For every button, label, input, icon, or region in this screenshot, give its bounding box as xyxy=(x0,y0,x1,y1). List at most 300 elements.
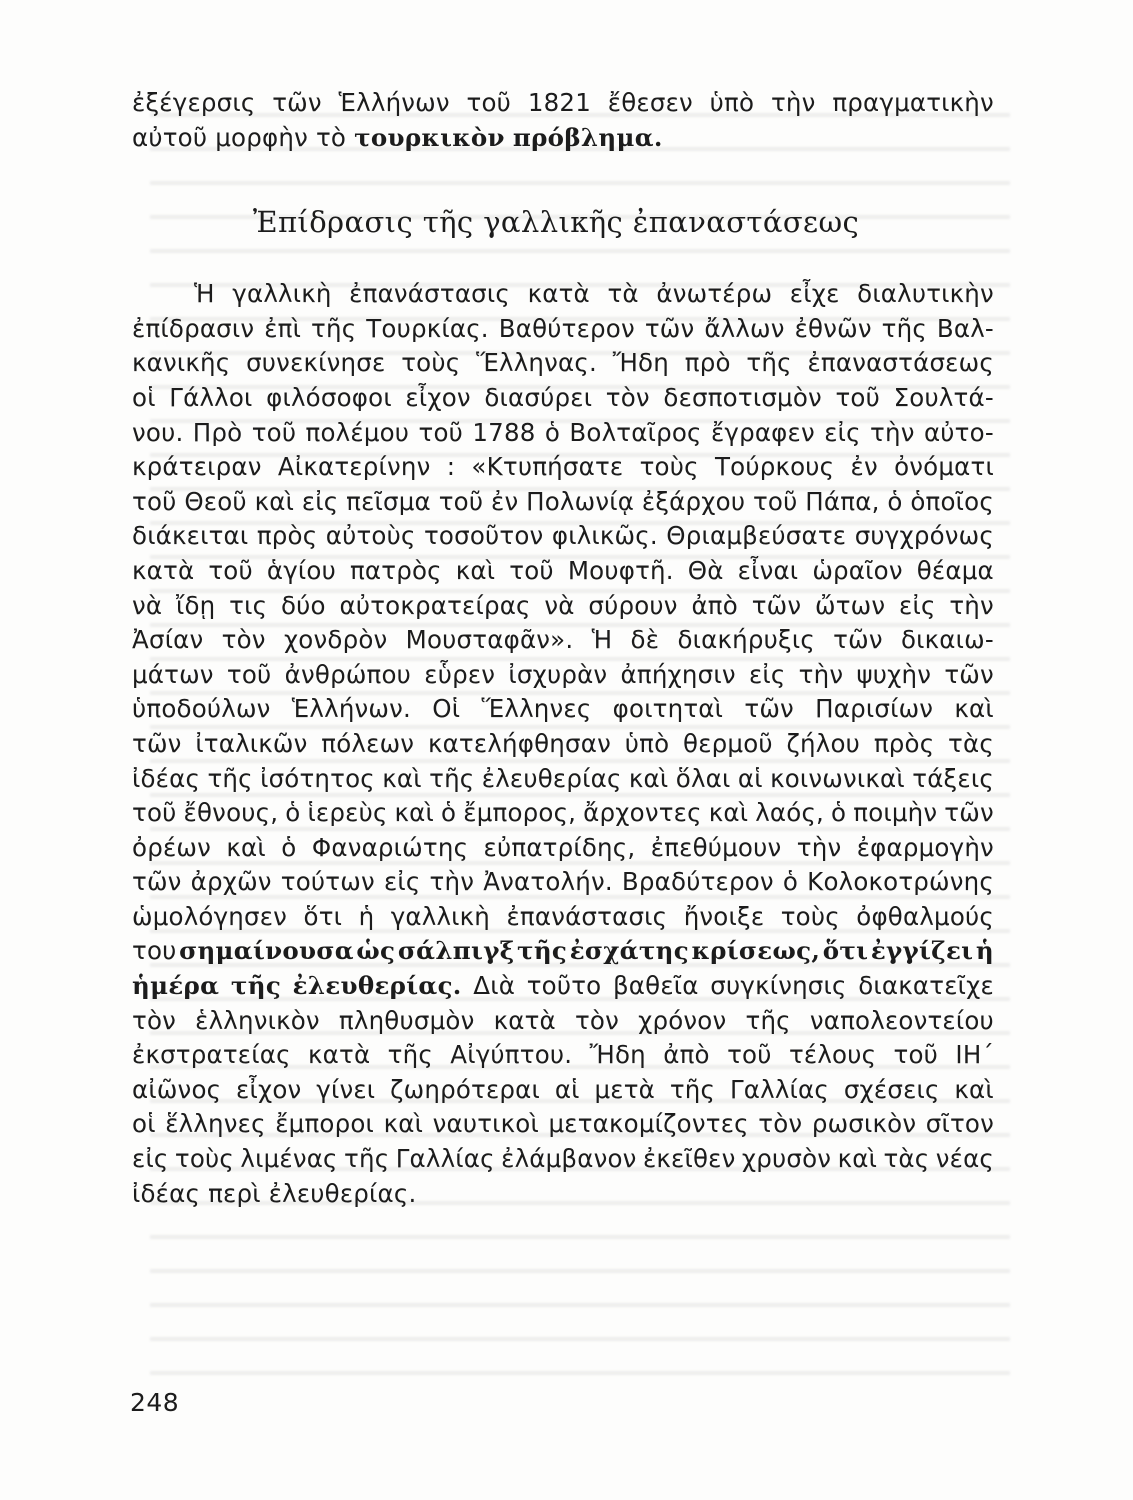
word: ναυτικοὶ xyxy=(432,1109,539,1139)
word: μάτων xyxy=(132,659,214,689)
word: νέας xyxy=(935,1144,994,1174)
bold-word: ἐσχάτης xyxy=(569,936,689,966)
word: τοῦ xyxy=(509,555,554,585)
text-line xyxy=(132,589,994,624)
word: ἐπανάστασις xyxy=(506,901,668,931)
word: σχέσεις xyxy=(843,1074,940,1104)
word: καὶ xyxy=(382,763,422,793)
word: τῆς xyxy=(344,1144,390,1174)
word: Φαναριώτης xyxy=(311,832,469,862)
word: αὐτοὺς xyxy=(325,521,416,551)
word: ἱερεὺς xyxy=(307,798,388,828)
word: κατὰ xyxy=(308,1040,371,1070)
word: διασύρει xyxy=(484,382,593,412)
page-number: 248 xyxy=(130,1388,180,1417)
word: τῶν xyxy=(944,798,994,828)
word: Ἤδη xyxy=(589,1040,646,1070)
word: «Κτυπήσατε xyxy=(471,452,624,482)
word: ἀπὸ xyxy=(691,590,738,620)
word: νου. xyxy=(132,417,184,447)
word: Βολταῖρος xyxy=(569,417,702,447)
word: ἐν xyxy=(491,486,519,516)
word: ἐλευθερίας xyxy=(481,763,622,793)
word: Θὰ xyxy=(687,555,724,585)
main-paragraph xyxy=(132,277,994,1211)
word: τὴν xyxy=(870,417,915,447)
word: τὰς xyxy=(948,728,994,758)
bold-word: πρόβλημα. xyxy=(512,122,663,152)
text-line xyxy=(132,416,994,451)
word: καὶ xyxy=(628,763,669,793)
word: εἶναι xyxy=(737,555,799,585)
word: κανικῆς xyxy=(132,348,231,378)
word: πραγματικὴν xyxy=(832,88,994,117)
word: πολέμου xyxy=(305,417,410,447)
word: ἐπεθύμουν xyxy=(650,832,782,862)
word: πόλεων xyxy=(321,728,415,758)
word: τὸν xyxy=(221,625,266,655)
word: τῶν xyxy=(744,694,794,724)
word: μετακομίζοντες xyxy=(548,1109,749,1139)
word: εἰς xyxy=(132,1144,169,1174)
word: φιλικῶς. xyxy=(551,521,658,551)
word: κατὰ xyxy=(527,279,590,309)
word: τοῦ xyxy=(132,486,177,516)
text-line xyxy=(132,312,994,347)
word: τοῦ xyxy=(226,659,272,689)
word: ἐξέγερσις xyxy=(132,88,256,117)
text-line xyxy=(132,1038,994,1073)
word: τῶν xyxy=(644,313,695,343)
word: ἑλληνικὸν xyxy=(195,1005,320,1035)
word: 1788 xyxy=(472,417,536,447)
page-body xyxy=(132,86,994,1211)
word: ἐν xyxy=(850,452,878,482)
word: ναπολεοντείου xyxy=(809,1005,994,1035)
word: τῶν xyxy=(751,590,802,620)
word: αἱ xyxy=(554,1074,580,1104)
word: ὁ xyxy=(782,867,799,897)
word: Ἀνατολήν. xyxy=(483,867,613,897)
word: ἐφαρμογὴν xyxy=(856,832,994,862)
bold-word: τουρκικὸν xyxy=(354,122,505,152)
word: καὶ xyxy=(226,832,266,862)
word: ἁγίου xyxy=(266,555,336,585)
bold-word: ἡμέρα xyxy=(132,971,220,1001)
text-line xyxy=(132,831,994,866)
text-line xyxy=(132,727,994,762)
word: ἔθνους, xyxy=(183,798,279,828)
word: διακήρυξις xyxy=(677,625,815,655)
word: Μουφτῆ. xyxy=(567,555,674,585)
word: σῖτον xyxy=(925,1109,994,1139)
word: καὶ xyxy=(383,1109,424,1139)
word: ἐλευθερίας. xyxy=(268,1178,417,1208)
word: Γαλλίας xyxy=(395,1144,495,1174)
word: Ἕλληνες xyxy=(481,694,592,724)
word: πρὸς xyxy=(256,521,318,551)
word: συγκίνησις xyxy=(710,971,847,1001)
word: αἱ xyxy=(737,763,763,793)
word: τῆς xyxy=(387,1040,433,1070)
text-line xyxy=(132,121,994,156)
word: θερμοῦ xyxy=(683,728,773,758)
word: ποιμὴν xyxy=(853,798,938,828)
word: οἱ xyxy=(132,1109,156,1139)
word: χρόνον xyxy=(638,1005,727,1035)
bold-word: σάλπιγξ xyxy=(397,936,515,966)
word: μορφὴν xyxy=(215,122,308,152)
word: κατὰ xyxy=(132,555,195,585)
word: ὁ xyxy=(887,486,903,516)
text-line xyxy=(132,796,994,831)
word: ἤνοιξε xyxy=(683,901,765,931)
word: τῆς xyxy=(311,313,357,343)
word: τὰ xyxy=(607,279,639,309)
word: Γάλλοι xyxy=(169,382,253,412)
text-line xyxy=(132,1177,994,1212)
bold-word: τῆς xyxy=(230,971,282,1001)
text-line xyxy=(132,1142,994,1177)
word: τὸν xyxy=(132,1005,177,1035)
word: Αἰγύπτου. xyxy=(450,1040,573,1070)
word: Βραδύτερον xyxy=(621,867,774,897)
text-line xyxy=(132,934,994,969)
word: Γαλλίας xyxy=(729,1074,829,1104)
word: ἐκεῖθεν xyxy=(642,1144,736,1174)
word: τοὺς xyxy=(780,901,840,931)
word: γαλλικὴ xyxy=(232,279,332,309)
word: τὴν xyxy=(949,590,994,620)
word: κράτειραν xyxy=(132,452,262,482)
word: ἀπήχησιν xyxy=(620,659,736,689)
word: τὸ xyxy=(315,122,347,152)
word: Τούρκους xyxy=(714,452,835,482)
word: εἰς xyxy=(748,659,786,689)
word: : xyxy=(446,452,456,482)
word: αὐτο- xyxy=(923,417,994,447)
word: ἰταλικῶν xyxy=(195,728,308,758)
word: ἐπανάστασις xyxy=(349,279,510,309)
word: ἄρχοντες xyxy=(583,798,702,828)
word: Μουσταφᾶν». xyxy=(405,625,574,655)
text-line xyxy=(132,86,994,121)
word: καὶ xyxy=(455,555,496,585)
word: καὶ xyxy=(254,486,295,516)
text-line xyxy=(132,762,994,797)
word: τὴν xyxy=(796,832,842,862)
word: Διὰ xyxy=(473,971,516,1001)
word: ἔμποροι xyxy=(275,1109,375,1139)
word: τῶν xyxy=(944,659,994,689)
word: αὐτοῦ xyxy=(132,122,208,152)
word: ἔγραφεν xyxy=(710,417,815,447)
word: ἐθνῶν xyxy=(794,313,872,343)
word: τὸν xyxy=(574,1005,620,1035)
word: ἰσχυρὰν xyxy=(508,659,608,689)
word: ὡραῖον xyxy=(812,555,903,585)
bold-word: ἐγγίζει xyxy=(870,936,974,966)
word: εἰς xyxy=(824,417,861,447)
word: θέαμα xyxy=(916,555,994,585)
word: τὰς xyxy=(883,1144,930,1174)
word: ἕλληνες xyxy=(165,1109,266,1139)
word: κοινωνικαὶ xyxy=(770,763,905,793)
word: τῆς xyxy=(207,763,253,793)
text-line xyxy=(132,1107,994,1142)
word: οἱ xyxy=(132,382,156,412)
word: ὁ xyxy=(544,417,561,447)
word: καὶ xyxy=(954,1074,994,1104)
word: ὁ xyxy=(441,798,457,828)
word: Ἑλλήνων. xyxy=(291,694,412,724)
word: ἐπαναστάσεως xyxy=(807,348,994,378)
word: ἄλλων xyxy=(704,313,785,343)
word: δικαιω- xyxy=(900,625,994,655)
bold-word: σημαίνουσα xyxy=(179,936,354,966)
word: ζήλου xyxy=(786,728,861,758)
word: τοῦ xyxy=(132,798,177,828)
word: διακατεῖχε xyxy=(858,971,994,1001)
word: συνεκίνησε xyxy=(246,348,386,378)
word: καὶ xyxy=(837,1144,878,1174)
word: τῶν xyxy=(272,88,322,117)
text-line xyxy=(132,1004,994,1039)
word: Ἕλληνας. xyxy=(476,348,597,378)
word: τέλους xyxy=(788,1040,877,1070)
word: τοῦ xyxy=(893,1040,939,1070)
section-heading: Ἐπίδρασις τῆς γαλλικῆς ἐπαναστάσεως xyxy=(252,205,860,240)
word: ἴδῃ xyxy=(176,590,216,620)
word: ψυχὴν xyxy=(856,659,932,689)
text-line xyxy=(132,485,994,520)
word: ΙΗ΄ xyxy=(955,1040,994,1070)
word: Ἀσίαν xyxy=(132,625,204,655)
word: βαθεῖα xyxy=(612,971,699,1001)
word: πρὸ xyxy=(684,348,731,378)
word: ὁ xyxy=(285,798,301,828)
word: τοῦ xyxy=(208,555,253,585)
word: του xyxy=(132,936,177,966)
text-line xyxy=(132,969,994,1004)
word: νὰ xyxy=(132,590,163,620)
word: αἰῶνος xyxy=(132,1074,222,1104)
word: πληθυσμὸν xyxy=(338,1005,475,1035)
word: ἡ xyxy=(358,901,375,931)
word: τῶν xyxy=(833,625,883,655)
word: ὀρέων xyxy=(132,832,211,862)
word: ὡμολόγησεν xyxy=(132,901,288,931)
word: δύο xyxy=(280,590,326,620)
word: πεῖσμα xyxy=(346,486,431,516)
word: πατρὸς xyxy=(349,555,442,585)
word: φοιτηταὶ xyxy=(612,694,724,724)
text-line xyxy=(132,623,994,658)
word: Πρὸ xyxy=(192,417,243,447)
word: τὴν xyxy=(429,867,475,897)
word: τοῦτο xyxy=(526,971,602,1001)
word: ὀφθαλμούς xyxy=(856,901,994,931)
bold-word: κρίσεως, xyxy=(691,936,821,966)
word: τῆς xyxy=(745,1005,791,1035)
word: τὸν xyxy=(758,1109,803,1139)
word: ἐπίδρασιν xyxy=(132,313,255,343)
bold-word: τῆς xyxy=(517,936,568,966)
bold-word: ἡ xyxy=(975,936,994,966)
text-line xyxy=(132,277,994,312)
word: νὰ xyxy=(544,590,575,620)
word: μετὰ xyxy=(594,1074,656,1104)
word: Αἰκατερίνην xyxy=(277,452,431,482)
bold-word: ὅτι xyxy=(822,936,869,966)
word: Ἡ xyxy=(194,279,215,309)
word: λαός, xyxy=(755,798,825,828)
text-line xyxy=(132,692,994,727)
word: τοῦ xyxy=(251,417,297,447)
word: ἐλάμβανον xyxy=(501,1144,637,1174)
word: ρωσικὸν xyxy=(811,1109,917,1139)
word: δὲ xyxy=(630,625,660,655)
text-line xyxy=(132,1073,994,1108)
word: εὐπατρίδης, xyxy=(483,832,636,862)
word: τοσοῦτον xyxy=(423,521,544,551)
word: ὑπὸ xyxy=(709,88,755,117)
word: Βαθύτερον xyxy=(498,313,635,343)
word: πρὸς xyxy=(873,728,935,758)
intro-paragraph xyxy=(132,86,994,155)
bold-word: ὡς xyxy=(356,936,396,966)
word: τοῦ xyxy=(466,88,512,117)
word: τάξεις xyxy=(912,763,994,793)
word: ὁ xyxy=(281,832,297,862)
word: Θεοῦ xyxy=(184,486,247,516)
word: ὅτι xyxy=(303,901,343,931)
word: συγχρόνως xyxy=(854,521,994,551)
text-line xyxy=(132,658,994,693)
word: Ἡ xyxy=(591,625,613,655)
word: ἐκστρατείας xyxy=(132,1040,291,1070)
word: Κολοκοτρώνης xyxy=(807,867,994,897)
word: ὤτων xyxy=(815,590,886,620)
word: τοὺς xyxy=(401,348,461,378)
word: ὑποδούλων xyxy=(132,694,271,724)
word: ὑπὸ xyxy=(624,728,670,758)
text-line xyxy=(132,381,994,416)
word: εἰς xyxy=(899,590,936,620)
word: διάκειται xyxy=(132,521,249,551)
word: Πάπα, xyxy=(805,486,880,516)
word: ἐξάρχου xyxy=(641,486,746,516)
word: εἰς xyxy=(383,867,421,897)
word: Ἑλλήνων xyxy=(338,88,450,117)
word: ζωηρότεραι xyxy=(390,1074,540,1104)
word: τοῦ xyxy=(752,486,798,516)
word: ὀνόματι xyxy=(894,452,994,482)
text-line xyxy=(132,900,994,935)
word: καὶ xyxy=(394,798,435,828)
word: κατελήφθησαν xyxy=(427,728,611,758)
word: τὸν xyxy=(605,382,650,412)
word: τοῦ xyxy=(727,1040,772,1070)
word: σύρουν xyxy=(588,590,678,620)
word: ἔμπορος, xyxy=(463,798,577,828)
word: ἰδέας xyxy=(132,763,201,793)
word: τοῦ xyxy=(835,382,881,412)
word: κατὰ xyxy=(493,1005,556,1035)
word: χρυσὸν xyxy=(741,1144,832,1174)
word: λιμένας xyxy=(240,1144,338,1174)
bold-word: ἐλευθερίας. xyxy=(292,971,462,1001)
word: τὴν xyxy=(770,88,816,117)
word: εἰς xyxy=(301,486,339,516)
word: ἀνωτέρω xyxy=(656,279,773,309)
word: Οἱ xyxy=(432,694,461,724)
word: τῆς xyxy=(746,348,792,378)
word: ἐπὶ xyxy=(264,313,302,343)
word: Σουλτά- xyxy=(893,382,994,412)
word: εἶχον xyxy=(405,382,471,412)
word: ἀπὸ xyxy=(663,1040,710,1070)
text-line xyxy=(132,450,994,485)
word: Θριαμβεύσατε xyxy=(666,521,847,551)
word: εὗρεν xyxy=(424,659,496,689)
word: τῆς xyxy=(429,763,475,793)
word: γίνει xyxy=(316,1074,376,1104)
word: ἰσότητος xyxy=(260,763,375,793)
text-line xyxy=(132,346,994,381)
word: τῆς xyxy=(669,1074,716,1104)
word: ἀρχῶν xyxy=(190,867,272,897)
word: τῶν xyxy=(132,728,182,758)
word: τούτων xyxy=(280,867,375,897)
word: καὶ xyxy=(708,798,749,828)
word: Πολωνίᾳ xyxy=(526,486,635,516)
word: ὅλαι xyxy=(675,763,731,793)
word: τις xyxy=(229,590,268,620)
word: ὁ xyxy=(831,798,847,828)
word: καὶ xyxy=(954,694,994,724)
word: τοῦ xyxy=(438,486,484,516)
word: ὁποῖος xyxy=(910,486,994,516)
text-line xyxy=(132,865,994,900)
word: Παρισίων xyxy=(815,694,934,724)
word: Ἤδη xyxy=(612,348,669,378)
word: τῆς xyxy=(881,313,927,343)
word: τοὺς xyxy=(639,452,699,482)
word: φιλόσοφοι xyxy=(266,382,392,412)
word: Βαλ- xyxy=(936,313,994,343)
word: διαλυτικὴν xyxy=(857,279,994,309)
word: ἰδέας xyxy=(132,1178,201,1208)
word: περὶ xyxy=(208,1178,261,1208)
word: αὐτοκρατείρας xyxy=(339,590,531,620)
text-line xyxy=(132,554,994,589)
word: 1821 xyxy=(527,88,591,117)
word: τοὺς xyxy=(174,1144,235,1174)
word: εἶχον xyxy=(236,1074,302,1104)
word: δεσποτισμὸν xyxy=(663,382,822,412)
word: γαλλικὴ xyxy=(390,901,491,931)
word: εἶχε xyxy=(789,279,840,309)
word: τὴν xyxy=(798,659,844,689)
word: τῶν xyxy=(132,867,182,897)
word: ἀνθρώπου xyxy=(284,659,412,689)
word: τοῦ xyxy=(418,417,464,447)
word: χονδρὸν xyxy=(283,625,388,655)
text-line xyxy=(132,519,994,554)
word: ἔθεσεν xyxy=(607,88,693,117)
word: Τουρκίας. xyxy=(366,313,489,343)
